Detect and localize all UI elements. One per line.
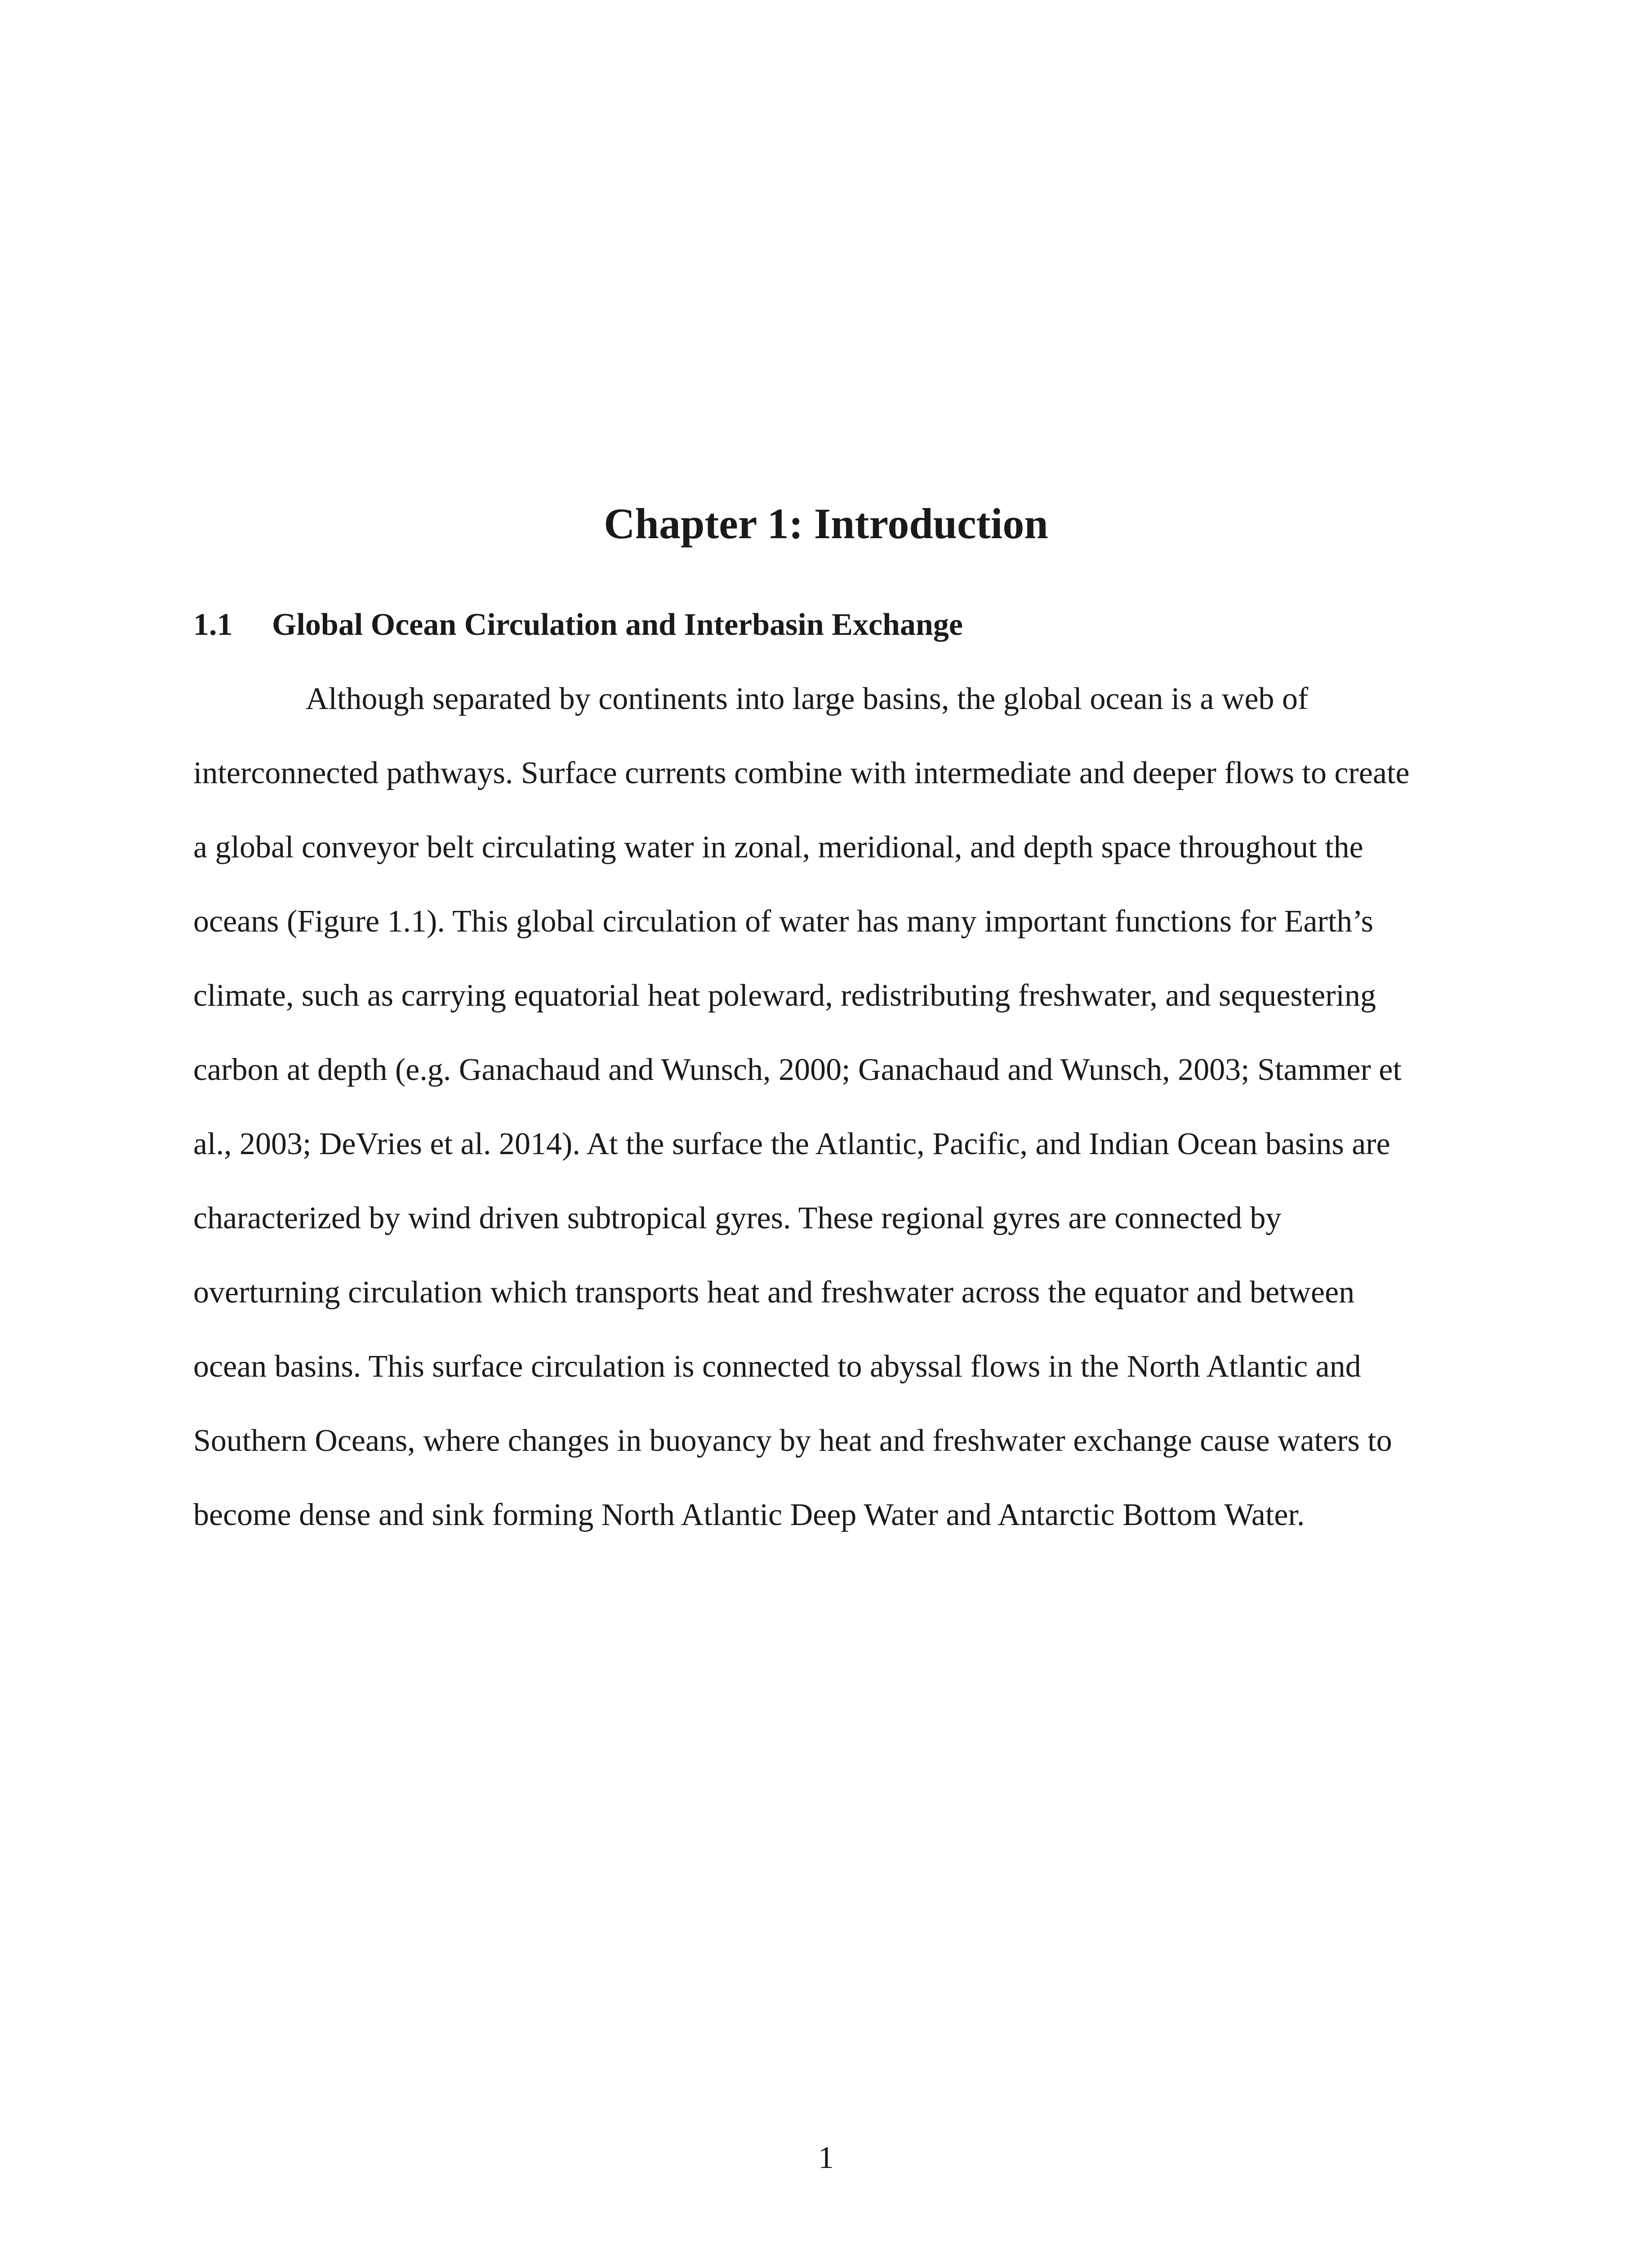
paragraph-line: carbon at depth (e.g. Ganachaud and Wunsch, 2000; Ganachaud and Wunsch, 2003; Stammer et <box>193 1053 1402 1087</box>
paragraph-line: oceans (Figure 1.1). This global circulation of water has many important functions for Earth’s <box>193 904 1373 939</box>
paragraph-line: ocean basins. This surface circulation is connected to abyssal flows in the North Atlantic and <box>193 1349 1361 1384</box>
section-heading <box>193 602 963 647</box>
paragraph-line: become dense and sink forming North Atlantic Deep Water and Antarctic Bottom Water. <box>193 1498 1305 1532</box>
page-number: 1 <box>818 2141 834 2175</box>
section-number: 1.1 <box>193 607 233 642</box>
paragraph-line: a global conveyor belt circulating water in zonal, meridional, and depth space throughout the <box>193 830 1363 865</box>
paragraph-line: Southern Oceans, where changes in buoyancy by heat and freshwater exchange cause waters to <box>193 1423 1392 1458</box>
paragraph-line: characterized by wind driven subtropical gyres. These regional gyres are connected by <box>193 1201 1282 1236</box>
paragraph-line: al., 2003; DeVries et al. 2014). At the surface the Atlantic, Pacific, and Indian Ocean basins are <box>193 1127 1390 1161</box>
paragraph-line: overturning circulation which transports heat and freshwater across the equator and between <box>193 1275 1355 1310</box>
paragraph-line: climate, such as carrying equatorial heat poleward, redistributing freshwater, and sequestering <box>193 978 1376 1013</box>
section-title: Global Ocean Circulation and Interbasin Exchange <box>272 607 963 642</box>
chapter-title: Chapter 1: Introduction <box>604 500 1048 548</box>
paragraph-line: Although separated by continents into large basins, the global ocean is a web of <box>306 682 1309 716</box>
paragraph-line: interconnected pathways. Surface currents combine with intermediate and deeper flows to create <box>193 756 1410 790</box>
